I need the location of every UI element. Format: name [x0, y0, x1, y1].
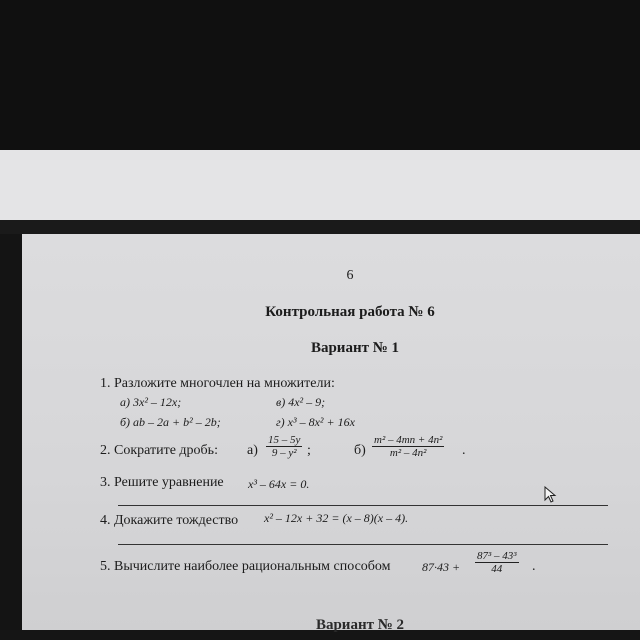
monitor-top-bezel	[0, 0, 640, 150]
task-5-denominator: 44	[491, 563, 503, 575]
screen-top-area	[0, 150, 640, 220]
variant-heading: Вариант № 1	[310, 340, 400, 356]
task-3-label: 3. Решите уравнение	[100, 475, 224, 490]
task-2-b-label: б)	[354, 443, 366, 458]
task-2-a-label: а)	[247, 443, 258, 458]
variant-2-heading: Вариант № 2	[315, 617, 405, 633]
task-5-end: .	[532, 559, 536, 574]
page-number: 6	[346, 268, 354, 283]
monitor-left-bezel	[0, 234, 22, 630]
task-2-a-denominator: 9 – y²	[271, 447, 297, 459]
task-2-fraction-a	[266, 434, 302, 459]
task-2-b-numerator: m² – 4mn + 4n²	[374, 434, 443, 446]
task-3-equation: x³ – 64x = 0.	[248, 477, 310, 491]
mouse-cursor-icon	[544, 486, 558, 504]
screen-dark-band	[0, 220, 640, 234]
task-2-b-denominator: m² – 4n²	[389, 447, 427, 459]
task-2-b-end: .	[462, 443, 466, 458]
page-title: Контрольная работа № 6	[265, 304, 435, 320]
task-1-v: в) 4x² – 9;	[276, 395, 326, 409]
task-2-a-numerator: 15 – 5y	[268, 434, 301, 446]
answer-line	[118, 544, 608, 545]
task-5-fraction	[475, 550, 519, 575]
task-4-identity: x² – 12x + 32 = (x – 8)(x – 4).	[264, 511, 409, 525]
task-5-label: 5. Вычислите наиболее рациональным способом	[100, 559, 391, 574]
task-2-fraction-b	[372, 434, 444, 459]
task-1-g: г) x³ – 8x² + 16x	[276, 415, 355, 429]
answer-line	[118, 505, 608, 506]
task-5-numerator: 87³ – 43³	[477, 550, 517, 562]
task-1-label: 1. Разложите многочлен на множители:	[100, 376, 335, 391]
task-2-a-end: ;	[307, 443, 311, 458]
task-1-b: б) ab – 2a + b² – 2b;	[120, 415, 221, 429]
task-1-a: а) 3x² – 12x;	[120, 395, 182, 409]
task-2-label: 2. Сократите дробь:	[100, 443, 218, 458]
task-4-label: 4. Докажите тождество	[100, 513, 239, 528]
task-5-expression: 87·43 +	[422, 560, 461, 574]
